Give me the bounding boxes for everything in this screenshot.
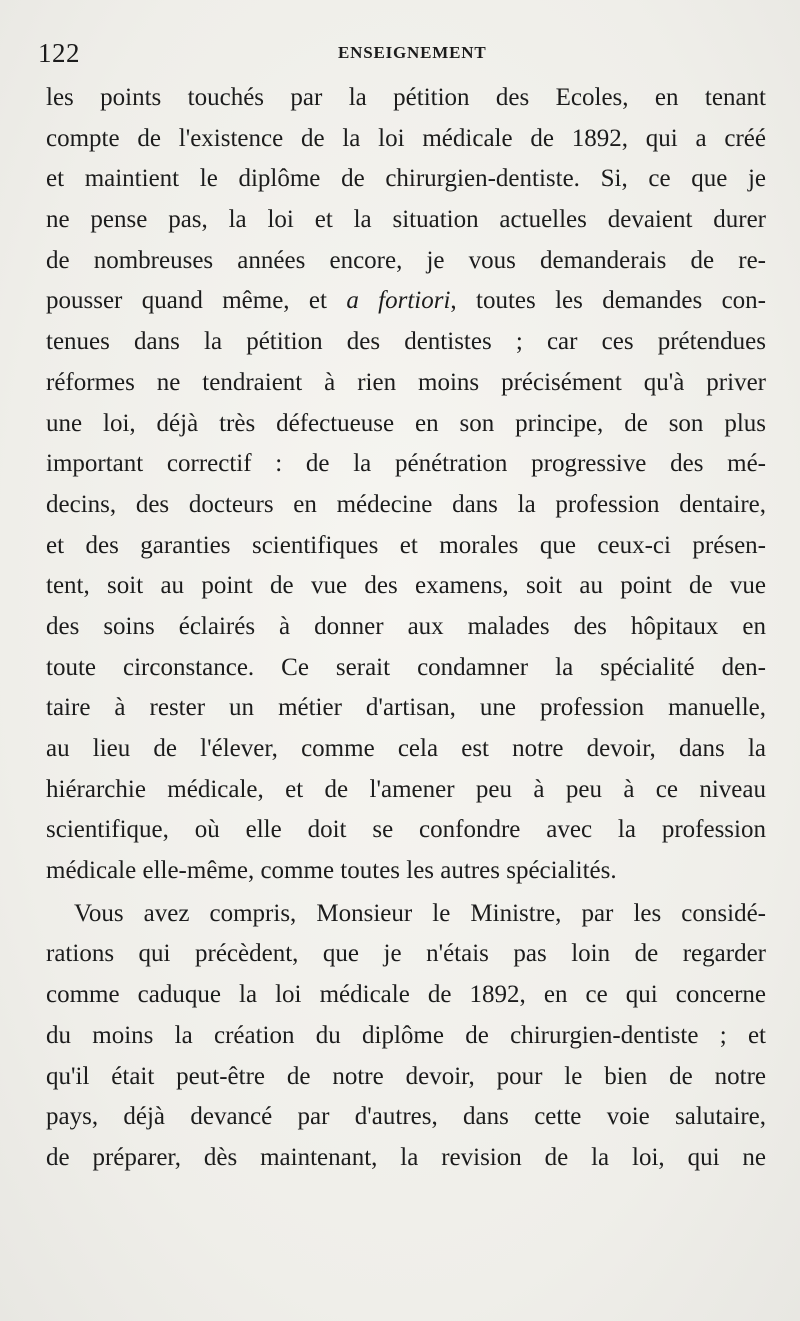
text-line: rations qui précèdent, que je n'étais pas loin de regarder	[46, 940, 766, 968]
text-line: ne pense pas, la loi et la situation actuelles devaient durer	[46, 206, 766, 234]
text-line: pays, déjà devancé par d'autres, dans cette voie salutaire,	[46, 1103, 766, 1131]
text-line: important correctif : de la pénétration progressive des mé-	[46, 450, 766, 478]
text-line: taire à rester un métier d'artisan, une profession manuelle,	[46, 694, 766, 722]
text-line: tent, soit au point de vue des examens, soit au point de vue	[46, 572, 766, 600]
text-line: comme caduque la loi médicale de 1892, en ce qui concerne	[46, 981, 766, 1009]
text-line: réformes ne tendraient à rien moins précisément qu'à priver	[46, 368, 766, 396]
body-text	[46, 78, 766, 1179]
text-line: des soins éclairés à donner aux malades des hôpitaux en	[46, 612, 766, 640]
text-line: Vous avez compris, Monsieur le Ministre, par les considé-	[74, 899, 766, 927]
page-header	[38, 38, 768, 72]
text-line: tenues dans la pétition des dentistes ; car ces prétendues	[46, 328, 766, 356]
text-line: hiérarchie médicale, et de l'amener peu à peu à ce niveau	[46, 775, 766, 803]
text-line: et maintient le diplôme de chirurgien-dentiste. Si, ce que je	[46, 165, 766, 193]
text-line: et des garanties scientifiques et morales que ceux-ci présen-	[46, 531, 766, 559]
text-line: de préparer, dès maintenant, la revision de la loi, qui ne	[46, 1143, 766, 1171]
text-line: decins, des docteurs en médecine dans la profession dentaire,	[46, 490, 766, 518]
text-line: scientifique, où elle doit se confondre avec la profession	[46, 816, 766, 844]
running-head: ENSEIGNEMENT	[338, 43, 487, 62]
italic-phrase: a fortiori	[346, 287, 451, 315]
text-line: de nombreuses années encore, je vous demanderais de re-	[46, 246, 766, 274]
text-line: compte de l'existence de la loi médicale de 1892, qui a créé	[46, 124, 766, 152]
text-line: une loi, déjà très défectueuse en son principe, de son plus	[46, 409, 766, 437]
page-number: 122	[38, 38, 80, 68]
text-line: du moins la création du diplôme de chirurgien-dentiste ; et	[46, 1021, 766, 1049]
text-line: qu'il était peut-être de notre devoir, pour le bien de notre	[46, 1062, 766, 1090]
text-line: au lieu de l'élever, comme cela est notre devoir, dans la	[46, 735, 766, 762]
text-line: pousser quand même, et a fortiori, toutes les demandes con-	[46, 287, 766, 315]
text-line: les points touchés par la pétition des Ecoles, en tenant	[46, 84, 766, 111]
text-line: médicale elle-même, comme toutes les autres spécialités.	[46, 857, 617, 885]
text-line: toute circonstance. Ce serait condamner la spécialité den-	[46, 653, 766, 681]
